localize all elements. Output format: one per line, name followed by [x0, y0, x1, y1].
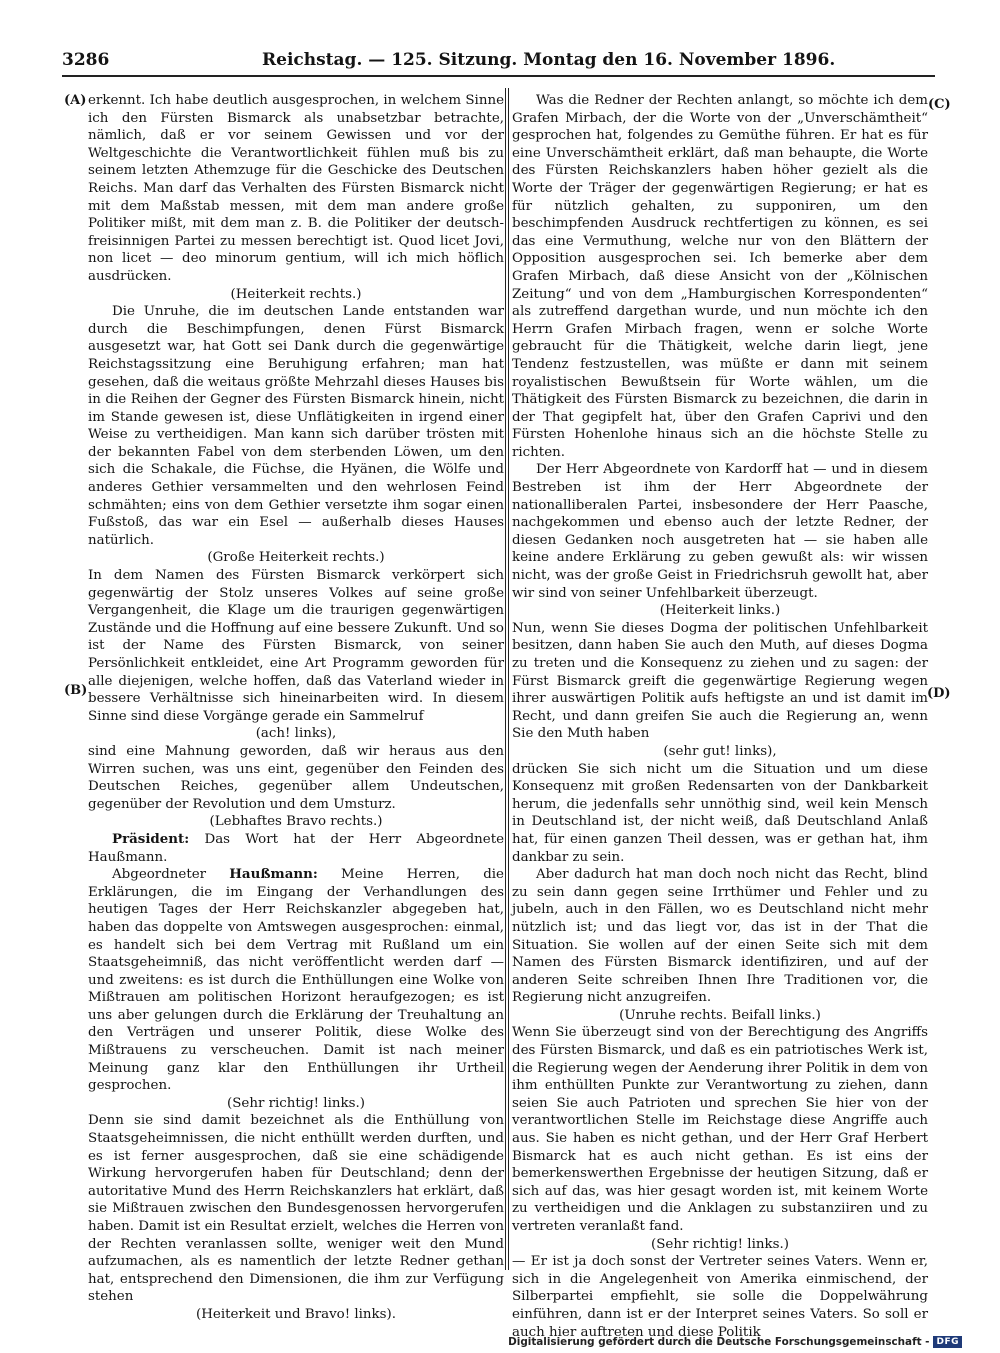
interjection: (Große Heiterkeit rechts.) [207, 550, 385, 566]
body-paragraph: sind eine Mahnung geworden, daß wir heraus aus den Wirren suchen, was uns eint, gegenüber den Feinden des Deutschen Reiches, gegenüber allem Undeutschen, gegenüber der Revolution und dem Umsturz. [88, 743, 504, 812]
interjection: (ach! links), [255, 726, 337, 742]
body-paragraph: drücken Sie sich nicht um die Situation und um diese Konsequenz mit großen Redensarten von der Dankbarkeit herum, die jedenfalls sehr unnöthig sind, weil kein Mensch in Deutschland ist, der nicht weiß, daß Deutschland Anlaß hat, für einen ganzen Theil dessen, was er gethan hat, ihm dankbar zu sein. [512, 761, 928, 865]
left-column [88, 92, 504, 1324]
interjection: (Sehr richtig! links.) [651, 1236, 789, 1252]
interjection: (sehr gut! links), [663, 743, 777, 759]
speech-text: Meine Herren, die Erklärungen, die im Eingang der Verhandlungen des heutigen Tages der Herr Reichskanzler abgegeben hat, haben das doppelte von Amtswegen ausgesprochen: einmal, es handelt sich bei dem Vertrag mit Rußland um ein Staatsgeheimniß, das nicht veröffentlicht werden darf — und zweitens: es ist durch die Enthüllungen eine Wolke von Mißtrauen am politischen Horizont heraufgezogen; es ist uns aber gelungen durch die Erklärung der Treuhaltung an den Verträgen und unserer Politik, diese Wolke des Mißtrauens zu verscheuchen. Damit ist nach meiner Meinung ganz klar den Enthüllungen ihr Urtheil gesprochen. [88, 867, 504, 1094]
head-rule [62, 75, 935, 77]
interjection: (Sehr richtig! links.) [227, 1095, 365, 1111]
speaker-name: Präsident: [112, 830, 190, 847]
body-paragraph: Nun, wenn Sie dieses Dogma der politischen Unfehlbarkeit besitzen, dann haben Sie auch den Muth, auf dieses Dogma zu treten und die Konsequenz zu ziehen und zu sagen: der Fürst Bismarck greift die gegenwärtige Regierung wegen ihrer auswärtigen Politik aufs heftigste an und ist damit im Recht, und dann greifen Sie auch die Regierung an, wenn Sie den Muth haben [512, 620, 928, 742]
speaker-prefix: Abgeordneter [112, 867, 230, 883]
column-rule [505, 88, 509, 1270]
body-paragraph: Aber dadurch hat man doch noch nicht das Recht, blind zu sein dann gegen seine Irrthümer und Fehler und zu jubeln, auch in den Fällen, wo es Deutschland nicht mehr nützlich ist; und das liegt vor, das ist in der That die Situation. Sie wollen auf der einen Seite sich mit dem Namen des Fürsten Bismarck identifiziren, und auf der anderen Seite schreiben Ihnen Ihre Traditionen vor, die Regierung nicht anzugreifen. [512, 867, 928, 1006]
interjection: (Heiterkeit rechts.) [230, 286, 362, 302]
body-paragraph: In dem Namen des Fürsten Bismarck verkörpert sich gegenwärtig der Stolz unseres Volkes auf seine große Vergangenheit, die Klage um die traurigen gegenwärtigen Zustände und die Hoffnung auf eine bessere Zukunft. Und so ist der Name des Fürsten Bismarck, von seiner Persönlichkeit entkleidet, eine Art Programm geworden für alle diejenigen, welche hoffen, daß das Vaterland wieder in bessere Verhältnisse sich hineinarbeiten wird. In diesem Sinne sind diese Vorgänge gerade ein Sammelruf [88, 568, 504, 724]
speaker-name: Haußmann: [229, 866, 318, 883]
body-paragraph: — Er ist ja doch sonst der Vertreter seines Vaters. Wenn er, sich in die Angelegenheit von Amerika einmischend, der Silberpartei empfiehlt, sie solle die Doppelwährung einführen, dann ist er der Interpret seines Vaters. So soll er auch hier auftreten und diese Politik [512, 1254, 928, 1340]
right-column [512, 92, 928, 1341]
body-paragraph: Was die Redner der Rechten anlangt, so möchte ich dem Grafen Mirbach, der die Worte von der „Unverschämtheit“ gesprochen hat, folgendes zu Gemüthe führen. Er hat es für eine Unverschämtheit erklärt, daß man behaupte, die Worte des Fürsten Reichskanzlers haben höher gezielt als die Worte der Träger der gegenwärtigen Regierung; er hat es für nützlich gehalten, zu supponiren, um den beschimpfenden Ausdruck rechtfertigen zu können, es sei das eine Vermuthung, welche nur von den Blättern der Opposition ausgesprochen sei. Ich bemerke aber dem Grafen Mirbach, daß diese Ansicht von der „Kölnischen Zeitung“ und von dem „Hamburgischen Korrespondenten“ als zutreffend dargethan wurde, und nun möchte ich den Herrn Grafen Mirbach fragen, wenn er solche Worte gebraucht für die Thätigkeit, welche darin liegt, jene Tendenz festzustellen, was müßte er dann mit seinem royalistischen Bewußtsein für Worte wählen, um die Thätigkeit des Fürsten Bismarck zu bezeichnen, die darin in der That gegipfelt hat, über den Grafen Caprivi und den Fürsten Hohenlohe hinaus sich an die höchste Stelle zu richten. [512, 93, 928, 460]
margin-mark-b: (B) [64, 683, 88, 698]
interjection: (Heiterkeit links.) [659, 603, 781, 619]
running-head: Reichstag. — 125. Sitzung. Montag den 16. November 1896. [262, 50, 836, 70]
body-paragraph: Der Herr Abgeordnete von Kardorff hat — und in diesem Bestreben ist ihm der Herr Abgeordnete der nationalliberalen Partei, insbesondere der Herr Paasche, nachgekommen und ebenso auch der letzte Redner, der diesen Gedanken noch ausgetreten hat — sie haben alle keine andere Erklärung zu geben gewußt als: wir wissen nicht, was der große Geist in Friedrichsruh gewollt hat, aber wir sind von seiner Unfehlbarkeit überzeugt. [512, 462, 928, 601]
body-paragraph: erkennt. Ich habe deutlich ausgesprochen, in welchem Sinne ich den Fürsten Bismarck als unabsetzbar betrachte, nämlich, daß er vor seinem Gewissen und vor der Weltgeschichte die Verantwortlichkeit fühlen muß bis zu seinem letzten Athemzuge für die Geschicke des Deutschen Reichs. Man darf das Verhalten des Fürsten Bismarck nicht mit dem Maßstab messen, mit dem man andere große Politiker mißt, mit dem man z. B. die Politiker der deutsch-freisinnigen Partei zu messen berechtigt ist. Quod licet Jovi, non licet — deo minorum gentium, will ich mich höflich ausdrücken. [88, 93, 504, 284]
margin-mark-d: (D) [927, 686, 951, 701]
body-paragraph: Denn sie sind damit bezeichnet als die Enthüllung von Staatsgeheimnissen, die nicht enthüllt werden durften, und es ist ferner ausgesprochen, daß sie eine schädigende Wirkung hervorgerufen haben für Deutschland; denn der autoritative Mund des Herrn Reichskanzlers hat erklärt, daß sie Mißtrauen zwischen den Bundesgenossen hervorgerufen haben. Damit ist ein Resultat erzielt, welches die Herren von der Rechten veranlassen sollte, weniger weit den Mund aufzumachen, als es namentlich der letzte Redner gethan hat, entsprechend den Dimensionen, die ihm zur Verfügung stehen [88, 1113, 504, 1305]
speaker-paragraph [88, 866, 504, 1095]
digitization-footer [508, 1336, 962, 1348]
interjection: (Heiterkeit und Bravo! links). [196, 1306, 396, 1322]
page-number: 3286 [62, 50, 110, 70]
footer-text: Digitalisierung gefördert durch die Deutsche Forschungsgemeinschaft - [508, 1336, 930, 1348]
dfg-logo-icon: DFG [933, 1336, 962, 1348]
speech-text: Das Wort hat der Herr Abgeordnete Haußmann. [88, 831, 504, 865]
margin-mark-c: (C) [928, 97, 951, 112]
margin-mark-a: (A) [64, 93, 87, 108]
interjection: (Unruhe rechts. Beifall links.) [619, 1007, 821, 1023]
speaker-paragraph [88, 831, 504, 866]
body-paragraph: Die Unruhe, die im deutschen Lande entstanden war durch die Beschimpfungen, denen Fürst Bismarck ausgesetzt war, hat Gott sei Dank durch die gegenwärtige Reichstagssitzung eine Beruhigung erfahren; man hat gesehen, daß die weitaus größte Mehrzahl dieses Hauses bis in die Reihen der Gegner des Fürsten Bismarck hinein, nicht im Stande gewesen ist, diese Unflätigkeiten in irgend einer Weise zu vertheidigen. Man kann sich darüber trösten mit der bekannten Fabel von dem sterbenden Löwen, um den sich die Schakale, die Füchse, die Hyänen, die Wölfe und anderes Gethier versammelten und den wehrlosen Feind schmähten; eins von dem Gethier versetzte ihm sogar einen Fußstoß, das war ein Esel — außerhalb dieses Hauses natürlich. [88, 304, 504, 548]
body-paragraph: Wenn Sie überzeugt sind von der Berechtigung des Angriffs des Fürsten Bismarck, und daß es ein patriotisches Werk ist, die Regierung wegen der Aenderung ihrer Politik in dem von ihm enthüllten Punkte zur Verantwortung zu ziehen, dann seien Sie auch Patrioten und sprechen Sie hier von der verantwortlichen Stelle im Reichstage diese Angriffe auch aus. Sie haben es nicht gethan, und der Herr Graf Herbert Bismarck hat es auch nicht gethan. Es ist eins der bemerkenswerthen Ergebnisse der heutigen Sitzung, daß er sich auf das, was hier gesagt worden ist, mit keinem Worte zu vertheidigen und die Anklagen zu substanziiren und zu vertreten veranlaßt fand. [512, 1025, 928, 1234]
interjection: (Lebhaftes Bravo rechts.) [209, 814, 383, 830]
